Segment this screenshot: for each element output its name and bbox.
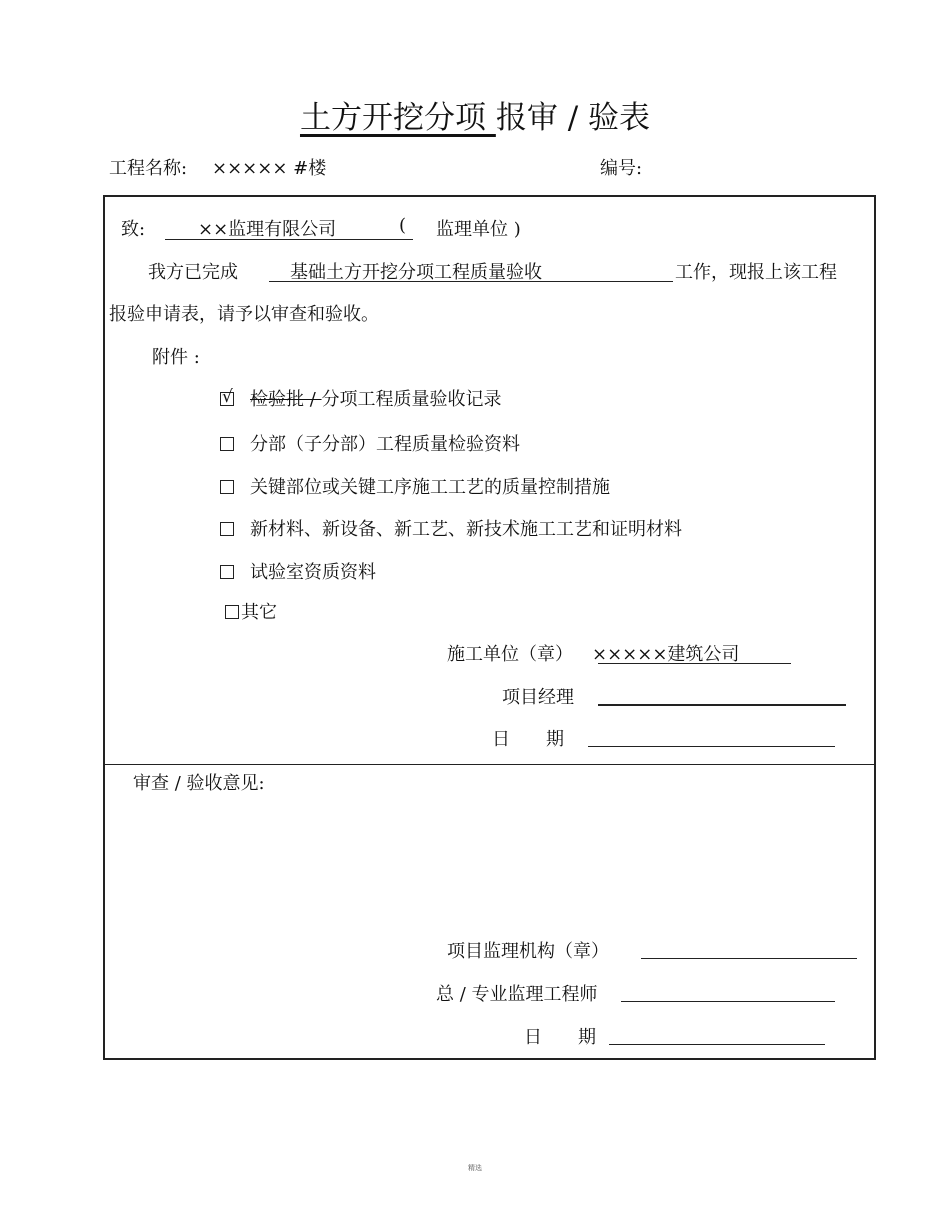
project-name-value: ××××× #楼 xyxy=(212,158,327,179)
attachment-item: 分部（子分部）工程质量检验资料 xyxy=(220,430,520,456)
contractor-underline xyxy=(598,663,791,664)
request-line: 报验申请表，请予以审查和验收。 xyxy=(109,304,379,325)
contractor-value: ×××××建筑公司 xyxy=(592,644,740,665)
checked-checkbox-icon[interactable] xyxy=(220,392,234,406)
date-line[interactable] xyxy=(588,746,835,747)
review-date-label: 日 期 xyxy=(524,1027,596,1048)
section-divider xyxy=(103,764,876,765)
completed-suffix: 工作，现报上该工程 xyxy=(675,262,837,283)
checkbox-icon[interactable] xyxy=(220,437,234,451)
supervision-org-label: 项目监理机构（章） xyxy=(447,941,609,962)
project-manager-label: 项目经理 xyxy=(502,687,574,708)
checkbox-icon[interactable] xyxy=(220,565,234,579)
supervising-engineer-label: 总 / 专业监理工程师 xyxy=(436,984,598,1005)
project-manager-signature-line[interactable] xyxy=(598,704,846,706)
attachment-item: √检验批 / 分项工程质量验收记录 xyxy=(220,385,502,411)
review-opinion-label: 审查 / 验收意见: xyxy=(133,773,265,794)
supervising-engineer-line[interactable] xyxy=(621,1001,835,1002)
review-date-line[interactable] xyxy=(609,1044,825,1045)
completed-work: 基础土方开挖分项工程质量验收 xyxy=(290,262,542,283)
checkbox-icon[interactable] xyxy=(225,605,239,619)
to-underline xyxy=(165,239,413,240)
attachment-item: 试验室资质资料 xyxy=(220,558,376,584)
checkbox-icon[interactable] xyxy=(220,522,234,536)
supervision-org-line[interactable] xyxy=(641,958,857,959)
project-name-label: 工程名称: xyxy=(109,158,188,179)
page-title: 土方开挖分项 报审 / 验表 xyxy=(299,100,650,136)
contractor-label: 施工单位（章） xyxy=(447,644,573,665)
attachment-item: 关键部位或关键工序施工工艺的质量控制措施 xyxy=(220,473,610,499)
number-label: 编号: xyxy=(600,158,643,179)
attachments-label: 附件 : xyxy=(152,347,200,368)
attachment-item: 新材料、新设备、新工艺、新技术施工工艺和证明材料 xyxy=(220,515,682,541)
completed-underline xyxy=(269,281,673,282)
to-paren-open: ( xyxy=(399,215,407,236)
to-label: 致: xyxy=(121,219,146,240)
date-label: 日 期 xyxy=(492,729,564,750)
supervision-unit-label: 监理单位 ) xyxy=(436,219,521,240)
attachment-item: 其它 xyxy=(225,598,277,624)
supervision-company: ××监理有限公司 xyxy=(198,219,337,240)
footer-text: 精选 xyxy=(468,1164,482,1172)
checkbox-icon[interactable] xyxy=(220,480,234,494)
completed-prefix: 我方已完成 xyxy=(148,262,238,283)
